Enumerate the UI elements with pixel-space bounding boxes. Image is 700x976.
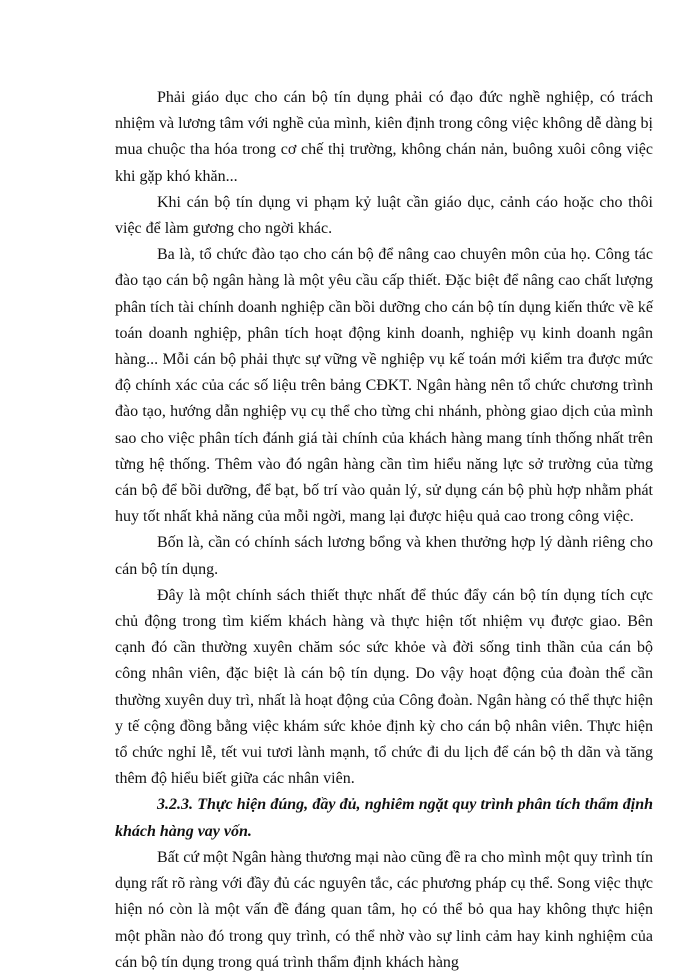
paragraph-policy: Đây là một chính sách thiết thực nhất để thúc đẩy cán bộ tín dụng tích cực chủ động trong tìm kiếm khách hàng và thực hiện tốt nhiệm vụ được giao. Bên cạnh đó cần thường xuyên chăm sóc sức khỏe và đời sống tinh thần của cán bộ công nhân viên, đặc biệt là cán bộ tín dụng. Do vậy hoạt động của đoàn thể cần thường xuyên duy trì, nhất là hoạt động của Công đoàn. Ngân hàng có thể thực hiện y tế cộng đồng bằng việc khám sức khỏe định kỳ cho cán bộ nhân viên. Thực hiện tổ chức nghỉ lễ, tết vui tươi lành mạnh, tổ chức đi du lịch để cán bộ th dãn và tăng thêm độ hiểu biết giữa các nhân viên. [115, 586, 653, 788]
paragraph-salary: Bốn là, cần có chính sách lương bổng và khen thưởng hợp lý dành riêng cho cán bộ tín dụng. [115, 534, 653, 578]
paragraph-ethics: Phải giáo dục cho cán bộ tín dụng phải có đạo đức nghề nghiệp, có trách nhiệm và lương tâm với nghề của mình, kiên định trong công việc không dễ dàng bị mua chuộc tha hóa trong cơ chế thị trường, không chán nản, buông xuôi công việc khi gặp khó khăn... [115, 89, 653, 185]
paragraph-discipline: Khi cán bộ tín dụng vi phạm kỷ luật cần giáo dục, cảnh cáo hoặc cho thôi việc để làm gương cho ngời khác. [115, 193, 653, 238]
paragraph-training: Ba là, tổ chức đào tạo cho cán bộ để nâng cao chuyên môn của họ. Công tác đào tạo cán bộ ngân hàng là một yêu cầu cấp thiết. Đặc biệt để nâng cao chất lượng phân tích tài chính doanh nghiệp cần bồi dưỡng cho cán bộ tín dụng kiến thức về kế toán doanh nghiệp, phân tích hoạt động kinh doanh, nghiệp vụ kinh doanh ngân hàng... Mỗi cán bộ phải thực sự vững về nghiệp vụ kế toán mới kiểm tra được mức độ chính xác của các số liệu trên bảng CĐKT. Ngân hàng nên tổ chức chương trình đào tạo, hướng dẫn nghiệp vụ cụ thể cho từng chi nhánh, phòng giao dịch của mình sao cho việc phân tích đánh giá tài chính của khách hàng mang tính thống nhất trên từng hệ thống. Thêm vào đó ngân hàng cần tìm hiểu năng lực sở trường của từng cán bộ để bồi dưỡng, để bạt, bố trí vào quản lý, sử dụng cán bộ phù hợp nhằm phát huy tốt nhất khả năng của mỗi ngời, mang lại được hiệu quả cao trong công việc. [115, 246, 653, 526]
paragraph-credit-process: Bất cứ một Ngân hàng thương mại nào cũng đề ra cho mình một quy trình tín dụng rất rõ ràng với đầy đủ các nguyên tắc, các phương pháp cụ thể. Song việc thực hiện nó còn là một vấn đề đáng quan tâm, họ có thể bỏ qua hay không thực hiện một phần nào đó trong quy trình, có thể nhờ vào sự linh cảm hay kinh nghiệm của cán bộ tín dụng trong quá trình thẩm định khách hàng [115, 848, 653, 971]
section-heading: 3.2.3. Thực hiện đúng, đầy đủ, nghiêm ngặt quy trình phân tích thẩm định khách hàng vay vốn. [115, 796, 653, 840]
document-page [115, 85, 653, 976]
